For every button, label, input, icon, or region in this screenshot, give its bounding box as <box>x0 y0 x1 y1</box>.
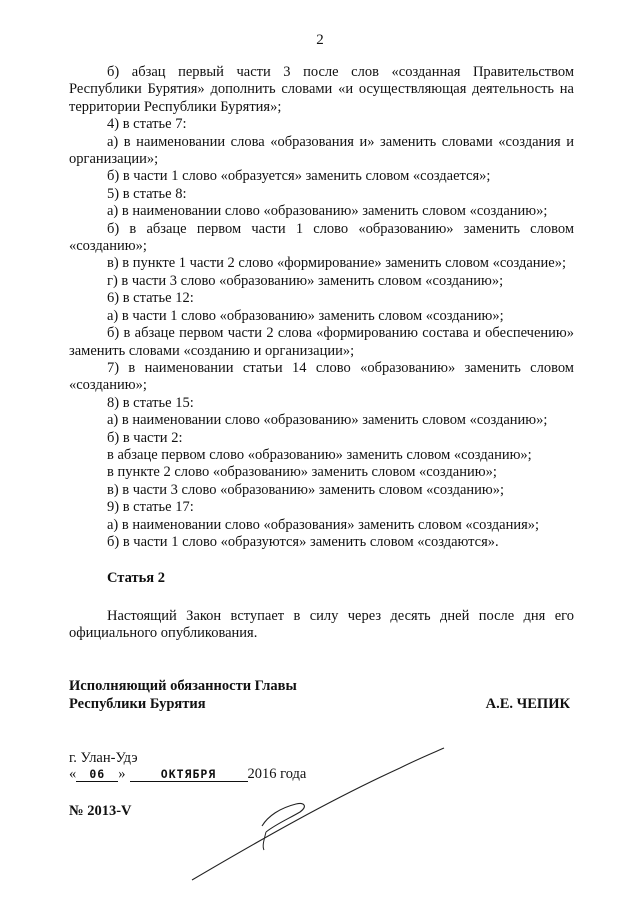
amendment-item: в) в части 3 слово «образованию» заменить словом «созданию»; <box>107 481 505 498</box>
amendment-item: а) в наименовании слово «образования» заменить словом «создания»; <box>107 516 540 533</box>
amendment-item: 4) в статье 7: <box>107 116 187 133</box>
signatory-name: А.Е. ЧЕПИК <box>485 696 570 712</box>
date-year: 2016 года <box>247 766 307 782</box>
article-2-title: Статья 2 <box>107 570 165 586</box>
amendment-item: б) в абзаце первом части 2 слова «формированию состава и обеспечению» заменить словами «созданию и организации»; <box>69 325 574 359</box>
amendment-item: 5) в статье 8: <box>107 185 187 202</box>
page-number: 2 <box>316 32 324 48</box>
date-month: ОКТЯБРЯ <box>130 767 248 782</box>
amendment-item: в пункте 2 слово «образованию» заменить словом «созданию»; <box>107 464 497 481</box>
signing-date <box>69 766 306 783</box>
amendment-item: б) в абзаце первом части 1 слово «образованию» заменить словом «созданию»; <box>69 220 574 255</box>
amendment-item: 8) в статье 15: <box>107 394 194 411</box>
amendment-item: б) в части 2: <box>107 429 183 446</box>
amendment-item: в абзаце первом слово «образованию» заменить словом «созданию»; <box>107 446 532 463</box>
amendments-list <box>69 64 574 551</box>
amendment-item: в) в пункте 1 части 2 слово «формирование» заменить словом «создание»; <box>107 255 567 272</box>
amendment-item: 6) в статье 12: <box>107 290 194 307</box>
amendment-item: г) в части 3 слово «образованию» заменить словом «созданию»; <box>107 272 504 289</box>
date-day: 06 <box>76 767 118 782</box>
signatory-title-line-2: Республики Бурятия <box>69 695 206 712</box>
article-2-text: Настоящий Закон вступает в силу через десять дней после дня его официального опубликования. <box>69 608 574 642</box>
amendment-item: 7) в наименовании статьи 14 слово «образованию» заменить словом «созданию»; <box>69 359 574 394</box>
signatory-title-line-1: Исполняющий обязанности Главы <box>69 678 297 694</box>
amendment-item: а) в наименовании слово «образованию» заменить словом «созданию»; <box>107 412 548 429</box>
amendment-item: а) в части 1 слово «образованию» заменить словом «созданию»; <box>107 307 504 324</box>
amendment-item: а) в наименовании слово «образованию» заменить словом «созданию»; <box>107 203 548 220</box>
law-number: № 2013-V <box>69 803 132 819</box>
signatory-title <box>69 678 297 713</box>
place-of-signing: г. Улан-Удэ <box>69 750 138 766</box>
amendment-item: б) в части 1 слово «образуются» заменить словом «создаются». <box>107 533 499 550</box>
amendment-item: б) абзац первый части 3 после слов «созданная Правительством Республики Бурятия» дополнить словами «и осуществляющая деятельность на территории Республики Бурятия»; <box>69 64 574 115</box>
date-close-quote: » <box>118 766 126 782</box>
amendment-item: б) в части 1 слово «образуется» заменить словом «создается»; <box>107 168 491 185</box>
amendment-item: а) в наименовании слова «образования и» заменить словами «создания и организации»; <box>69 133 574 168</box>
amendment-item: 9) в статье 17: <box>107 499 194 516</box>
date-open-quote: « <box>69 766 77 782</box>
